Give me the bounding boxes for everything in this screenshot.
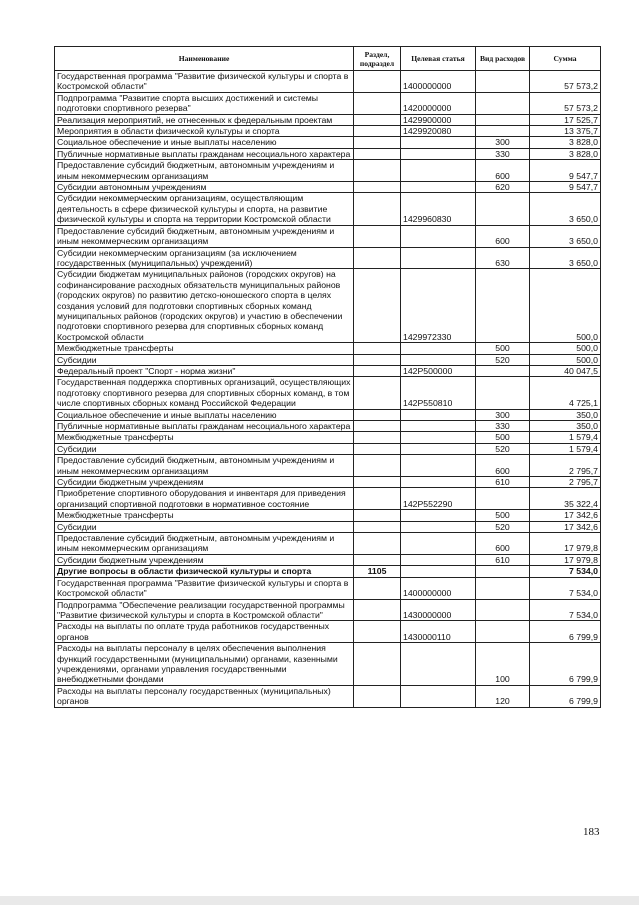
- cell-target: [401, 443, 476, 454]
- cell-name: Социальное обеспечение и иные выплаты населению: [55, 409, 354, 420]
- cell-section: [354, 269, 401, 343]
- table-row: [55, 510, 601, 521]
- table-row: [55, 432, 601, 443]
- cell-sum: 17 342,6: [530, 521, 601, 532]
- cell-target: 1400000000: [401, 71, 476, 93]
- cell-target: [401, 225, 476, 247]
- cell-name: Подпрограмма "Развитие спорта высших достижений и системы подготовки спортивного резерва": [55, 92, 354, 114]
- cell-target: [401, 685, 476, 707]
- cell-expense-type: [476, 621, 530, 643]
- cell-target: [401, 421, 476, 432]
- table-row: [55, 343, 601, 354]
- table-row: [55, 92, 601, 114]
- cell-sum: 4 725,1: [530, 377, 601, 409]
- table-row: [55, 148, 601, 159]
- cell-section: [354, 247, 401, 269]
- cell-expense-type: 300: [476, 137, 530, 148]
- table-row: [55, 247, 601, 269]
- cell-target: [401, 432, 476, 443]
- cell-target: 142P500000: [401, 365, 476, 376]
- budget-table: [54, 46, 601, 708]
- cell-section: [354, 343, 401, 354]
- table-row: [55, 365, 601, 376]
- header-target: Целевая статья: [401, 47, 476, 71]
- cell-sum: 57 573,2: [530, 92, 601, 114]
- table-row: [55, 685, 601, 707]
- cell-expense-type: 300: [476, 409, 530, 420]
- table-row: [55, 71, 601, 93]
- cell-sum: 1 579,4: [530, 432, 601, 443]
- table-row: [55, 377, 601, 409]
- table-header-row: [55, 47, 601, 71]
- cell-sum: 500,0: [530, 354, 601, 365]
- cell-target: 1420000000: [401, 92, 476, 114]
- table-row: [55, 533, 601, 555]
- cell-sum: 3 828,0: [530, 137, 601, 148]
- header-name: Наименование: [55, 47, 354, 71]
- cell-target: [401, 247, 476, 269]
- cell-sum: 3 828,0: [530, 148, 601, 159]
- cell-target: 1429972330: [401, 269, 476, 343]
- table-row: [55, 160, 601, 182]
- cell-name: Расходы на выплаты по оплате труда работников государственных органов: [55, 621, 354, 643]
- cell-target: [401, 137, 476, 148]
- cell-name: Федеральный проект "Спорт - норма жизни": [55, 365, 354, 376]
- cell-name: Субсидии автономным учреждениям: [55, 182, 354, 193]
- cell-expense-type: 520: [476, 521, 530, 532]
- cell-section: [354, 377, 401, 409]
- cell-sum: 1 579,4: [530, 443, 601, 454]
- cell-name: Субсидии некоммерческим организациям, осуществляющим деятельность в сфере физической культуры и спорта, на развитие физической культуры и спорта на территории Костромской области: [55, 193, 354, 225]
- cell-section: [354, 521, 401, 532]
- cell-section: [354, 126, 401, 137]
- cell-target: 1429900000: [401, 114, 476, 125]
- cell-section: [354, 225, 401, 247]
- cell-target: [401, 182, 476, 193]
- cell-name: Межбюджетные трансферты: [55, 432, 354, 443]
- cell-target: 1429960830: [401, 193, 476, 225]
- cell-name: Реализация мероприятий, не отнесенных к федеральным проектам: [55, 114, 354, 125]
- cell-name: Субсидии: [55, 521, 354, 532]
- table-row: [55, 621, 601, 643]
- cell-sum: 17 342,6: [530, 510, 601, 521]
- cell-sum: 2 795,7: [530, 455, 601, 477]
- cell-sum: 9 547,7: [530, 182, 601, 193]
- cell-expense-type: 500: [476, 343, 530, 354]
- cell-section: [354, 477, 401, 488]
- cell-section: [354, 148, 401, 159]
- cell-name: Другие вопросы в области физической культуры и спорта: [55, 566, 354, 577]
- cell-name: Государственная программа "Развитие физической культуры и спорта в Костромской области": [55, 71, 354, 93]
- cell-target: [401, 455, 476, 477]
- cell-sum: 17 525,7: [530, 114, 601, 125]
- cell-target: [401, 477, 476, 488]
- cell-target: [401, 409, 476, 420]
- cell-sum: 2 795,7: [530, 477, 601, 488]
- cell-name: Мероприятия в области физической культуры и спорта: [55, 126, 354, 137]
- cell-sum: 350,0: [530, 409, 601, 420]
- cell-name: Предоставление субсидий бюджетным, автономным учреждениям и иным некоммерческим организациям: [55, 533, 354, 555]
- table-row: [55, 599, 601, 621]
- cell-target: [401, 148, 476, 159]
- cell-section: [354, 554, 401, 565]
- table-row: [55, 477, 601, 488]
- table-row: [55, 566, 601, 577]
- cell-section: [354, 409, 401, 420]
- cell-target: 142P552290: [401, 488, 476, 510]
- table-row: [55, 126, 601, 137]
- cell-section: [354, 182, 401, 193]
- table-row: [55, 488, 601, 510]
- cell-expense-type: [476, 577, 530, 599]
- cell-expense-type: [476, 71, 530, 93]
- cell-sum: 7 534,0: [530, 566, 601, 577]
- cell-expense-type: 610: [476, 554, 530, 565]
- cell-section: [354, 599, 401, 621]
- cell-expense-type: 500: [476, 432, 530, 443]
- cell-name: Расходы на выплаты персоналу в целях обеспечения выполнения функций государственными (муниципальными) органами, казенными учреждениями, органами управления государственными внебюджетными фондами: [55, 643, 354, 686]
- cell-target: [401, 554, 476, 565]
- cell-name: Субсидии: [55, 354, 354, 365]
- cell-name: Государственная поддержка спортивных организаций, осуществляющих подготовку спортивного резерва для спортивных сборных команд, в том числе спортивных сборных команд Российской Федерации: [55, 377, 354, 409]
- table-row: [55, 409, 601, 420]
- cell-name: Публичные нормативные выплаты гражданам несоциального характера: [55, 421, 354, 432]
- cell-section: [354, 643, 401, 686]
- cell-section: [354, 137, 401, 148]
- table-row: [55, 114, 601, 125]
- cell-section: [354, 114, 401, 125]
- cell-target: [401, 521, 476, 532]
- cell-name: Приобретение спортивного оборудования и инвентаря для приведения организаций спортивной подготовки в нормативное состояние: [55, 488, 354, 510]
- cell-expense-type: 600: [476, 160, 530, 182]
- cell-sum: 7 534,0: [530, 577, 601, 599]
- cell-expense-type: 610: [476, 477, 530, 488]
- cell-target: [401, 566, 476, 577]
- cell-sum: 500,0: [530, 269, 601, 343]
- cell-sum: 17 979,8: [530, 533, 601, 555]
- cell-expense-type: 120: [476, 685, 530, 707]
- cell-sum: 3 650,0: [530, 193, 601, 225]
- cell-name: Публичные нормативные выплаты гражданам несоциального характера: [55, 148, 354, 159]
- cell-expense-type: 520: [476, 354, 530, 365]
- cell-expense-type: [476, 193, 530, 225]
- table-row: [55, 421, 601, 432]
- cell-expense-type: [476, 599, 530, 621]
- table-row: [55, 455, 601, 477]
- cell-expense-type: 520: [476, 443, 530, 454]
- cell-name: Предоставление субсидий бюджетным, автономным учреждениям и иным некоммерческим организациям: [55, 160, 354, 182]
- cell-sum: 13 375,7: [530, 126, 601, 137]
- table-row: [55, 443, 601, 454]
- cell-expense-type: [476, 488, 530, 510]
- cell-target: [401, 354, 476, 365]
- cell-section: [354, 510, 401, 521]
- table-row: [55, 643, 601, 686]
- cell-target: [401, 343, 476, 354]
- table-row: [55, 182, 601, 193]
- cell-section: [354, 621, 401, 643]
- cell-expense-type: 500: [476, 510, 530, 521]
- cell-name: Предоставление субсидий бюджетным, автономным учреждениям и иным некоммерческим организациям: [55, 455, 354, 477]
- cell-name: Расходы на выплаты персоналу государственных (муниципальных) органов: [55, 685, 354, 707]
- cell-section: [354, 685, 401, 707]
- table-row: [55, 225, 601, 247]
- cell-section: [354, 443, 401, 454]
- cell-expense-type: [476, 377, 530, 409]
- cell-expense-type: 330: [476, 148, 530, 159]
- cell-target: [401, 643, 476, 686]
- cell-expense-type: [476, 566, 530, 577]
- table-row: [55, 521, 601, 532]
- cell-target: 1400000000: [401, 577, 476, 599]
- cell-name: Субсидии некоммерческим организациям (за исключением государственных (муниципальных) учреждений): [55, 247, 354, 269]
- cell-name: Субсидии бюджетам муниципальных районов (городских округов) на софинансирование расходных обязательств муниципальных районов (городских округов) по развитию детско-юношеского спорта в целях создания условий для подготовки спортивных сборных команд муниципальных районов (городских округов) и участию в обеспечении подготовки спортивного резерва для спортивных сборных команд Костромской области: [55, 269, 354, 343]
- cell-sum: 57 573,2: [530, 71, 601, 93]
- cell-name: Межбюджетные трансферты: [55, 510, 354, 521]
- table-row: [55, 193, 601, 225]
- cell-expense-type: 620: [476, 182, 530, 193]
- cell-section: [354, 193, 401, 225]
- cell-sum: 3 650,0: [530, 247, 601, 269]
- cell-sum: 17 979,8: [530, 554, 601, 565]
- cell-section: [354, 365, 401, 376]
- cell-name: Субсидии бюджетным учреждениям: [55, 477, 354, 488]
- cell-name: Предоставление субсидий бюджетным, автономным учреждениям и иным некоммерческим организациям: [55, 225, 354, 247]
- header-section: Раздел, подраздел: [354, 47, 401, 71]
- cell-name: Субсидии: [55, 443, 354, 454]
- cell-expense-type: [476, 365, 530, 376]
- page-number: 183: [583, 826, 600, 838]
- table-row: [55, 137, 601, 148]
- cell-expense-type: [476, 126, 530, 137]
- cell-expense-type: 600: [476, 225, 530, 247]
- cell-sum: 7 534,0: [530, 599, 601, 621]
- cell-target: [401, 510, 476, 521]
- cell-expense-type: 100: [476, 643, 530, 686]
- cell-expense-type: 600: [476, 455, 530, 477]
- cell-section: 1105: [354, 566, 401, 577]
- cell-section: [354, 488, 401, 510]
- cell-name: Социальное обеспечение и иные выплаты населению: [55, 137, 354, 148]
- table-row: [55, 269, 601, 343]
- cell-name: Государственная программа "Развитие физической культуры и спорта в Костромской области": [55, 577, 354, 599]
- cell-name: Подпрограмма "Обеспечение реализации государственной программы "Развитие физической культуры и спорта в Костромской области": [55, 599, 354, 621]
- cell-name: Субсидии бюджетным учреждениям: [55, 554, 354, 565]
- cell-sum: 500,0: [530, 343, 601, 354]
- header-sum: Сумма: [530, 47, 601, 71]
- cell-sum: 350,0: [530, 421, 601, 432]
- cell-expense-type: [476, 269, 530, 343]
- cell-name: Межбюджетные трансферты: [55, 343, 354, 354]
- cell-target: 142P550810: [401, 377, 476, 409]
- cell-sum: 40 047,5: [530, 365, 601, 376]
- cell-section: [354, 71, 401, 93]
- cell-sum: 3 650,0: [530, 225, 601, 247]
- cell-section: [354, 455, 401, 477]
- cell-target: [401, 160, 476, 182]
- cell-sum: 6 799,9: [530, 685, 601, 707]
- cell-target: 1430000000: [401, 599, 476, 621]
- table-row: [55, 554, 601, 565]
- cell-sum: 35 322,4: [530, 488, 601, 510]
- cell-expense-type: 330: [476, 421, 530, 432]
- table-row: [55, 354, 601, 365]
- cell-target: 1430000110: [401, 621, 476, 643]
- table-row: [55, 577, 601, 599]
- cell-target: 1429920080: [401, 126, 476, 137]
- cell-target: [401, 533, 476, 555]
- cell-section: [354, 92, 401, 114]
- cell-sum: 9 547,7: [530, 160, 601, 182]
- cell-expense-type: [476, 114, 530, 125]
- cell-section: [354, 577, 401, 599]
- cell-sum: 6 799,9: [530, 621, 601, 643]
- cell-section: [354, 533, 401, 555]
- cell-section: [354, 160, 401, 182]
- cell-section: [354, 421, 401, 432]
- cell-sum: 6 799,9: [530, 643, 601, 686]
- table-body: [55, 71, 601, 708]
- cell-section: [354, 432, 401, 443]
- cell-expense-type: 630: [476, 247, 530, 269]
- scan-bottom-edge: [0, 896, 639, 905]
- cell-expense-type: 600: [476, 533, 530, 555]
- header-expense-type: Вид расходов: [476, 47, 530, 71]
- cell-expense-type: [476, 92, 530, 114]
- cell-section: [354, 354, 401, 365]
